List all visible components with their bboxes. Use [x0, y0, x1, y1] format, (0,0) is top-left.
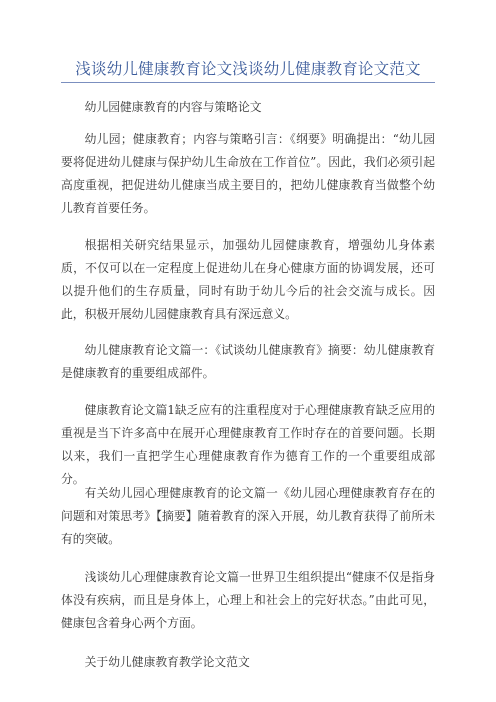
section-heading-2: 关于幼儿健康教育教学论文范文: [84, 655, 250, 669]
paragraph-3: 幼儿健康教育论文篇一：《试谈幼儿健康教育》摘要：幼儿健康教育是健康教育的重要组成部件。: [61, 343, 435, 380]
paragraph-1: 幼儿园；健康教育；内容与策略引言：《纲要》明确提出：“幼儿园要将促进幼儿健康与保护幼儿生命放在工作首位”。因此，我们必须引起高度重视，把促进幼儿健康当成主要目的，把幼儿健康教育当做整个幼儿教育首要任务。: [61, 132, 435, 215]
paragraph-5: 有关幼儿园心理健康教育的论文篇一《幼儿园心理健康教育存在的问题和对策思考》【摘要】随着教育的深入开展，幼儿教育获得了前所未有的突破。: [61, 486, 435, 546]
paragraph-4: 健康教育论文篇1缺乏应有的注重程度对于心理健康教育缺乏应用的重视是当下许多高中在展开心理健康教育工作时存在的首要问题。长期以来，我们一直把学生心理健康教育作为德育工作的一个重要组成部分。: [61, 403, 435, 486]
document-title: 浅谈幼儿健康教育论文浅谈幼儿健康教育论文范文: [75, 60, 421, 78]
section-heading-1: 幼儿园健康教育的内容与策略论文: [84, 100, 262, 114]
paragraph-6: 浅谈幼儿心理健康教育论文篇一世界卫生组织提出“健康不仅是指身体没有疾病，而且是身体上，心理上和社会上的完好状态。”由此可见，健康包含着身心两个方面。: [61, 570, 435, 630]
title-underline: [61, 82, 435, 83]
paragraph-2: 根据相关研究结果显示，加强幼儿园健康教育，增强幼儿身体素质，不仅可以在一定程度上促进幼儿在身心健康方面的协调发展，还可以提升他们的生存质量，同时有助于幼儿今后的社会交流与成长。因此，积极开展幼儿园健康教育具有深远意义。: [61, 238, 435, 321]
